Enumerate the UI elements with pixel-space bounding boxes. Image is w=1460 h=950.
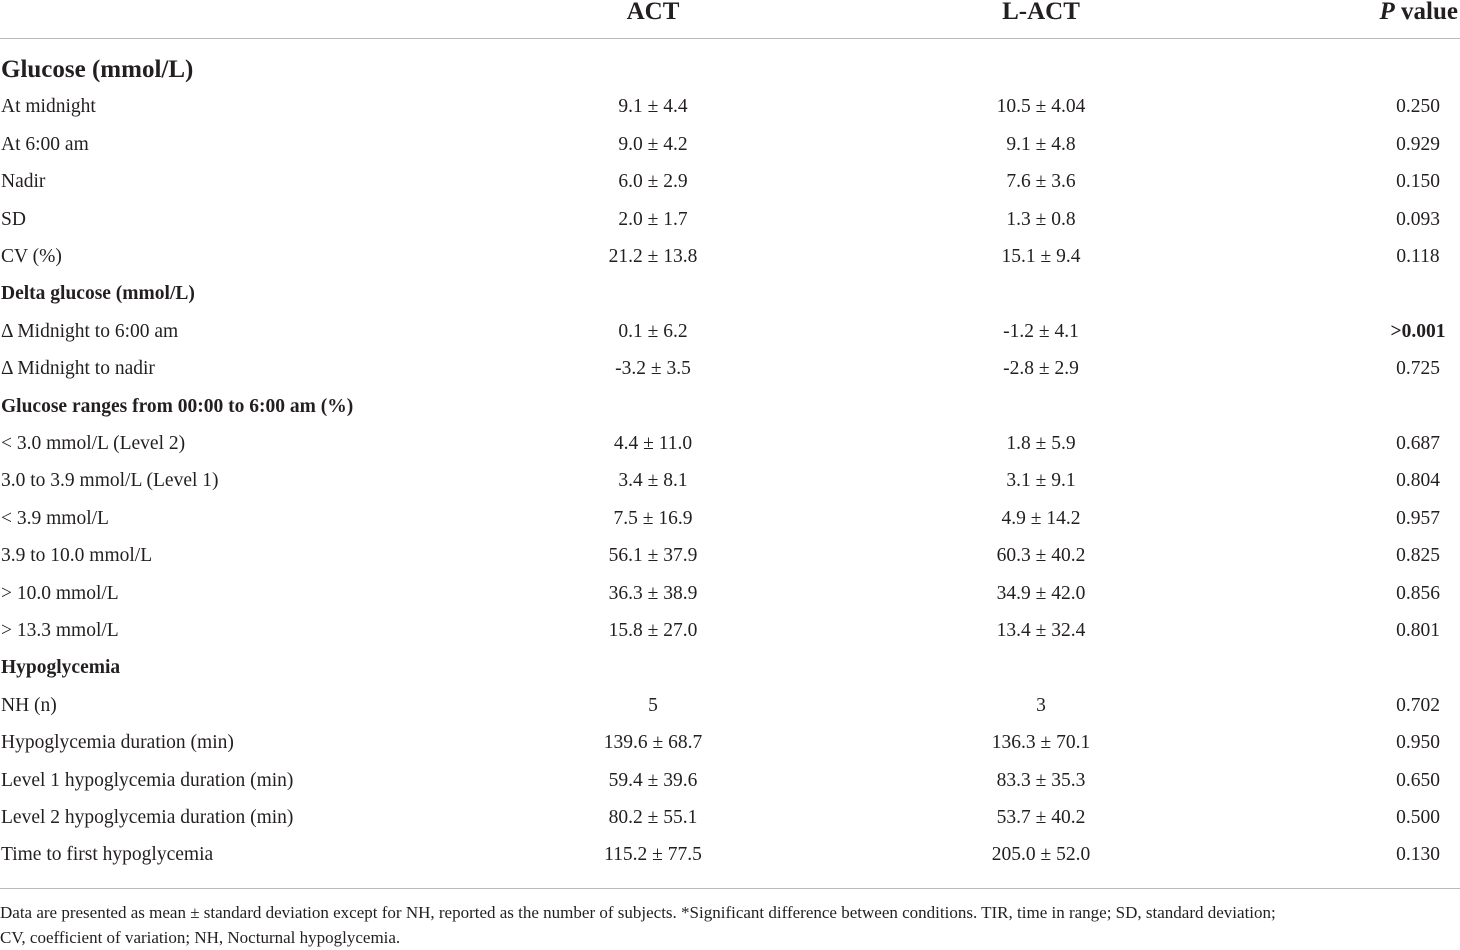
act-value: 139.6 ± 68.7 — [603, 732, 703, 754]
p-value: 0.650 — [1396, 769, 1440, 791]
act-value: 115.2 ± 77.5 — [604, 844, 702, 866]
p-value: 0.950 — [1396, 732, 1440, 754]
act-value: 9.0 ± 4.2 — [618, 133, 688, 155]
column-header-l-act: L-ACT — [1002, 0, 1080, 25]
table-row — [0, 500, 1460, 537]
row-label: Time to first hypoglycemia — [1, 844, 214, 866]
table-row — [0, 836, 1460, 873]
footnote-line-2: CV, coefficient of variation; NH, Nocturnal hypoglycemia. — [0, 928, 401, 947]
section-heading-row — [0, 275, 1460, 312]
table-row — [0, 350, 1460, 387]
act-value: 0.1 ± 6.2 — [618, 320, 688, 342]
footnote-line-1: Data are presented as mean ± standard deviation except for NH, reported as the number of subjects. *Significant difference between conditions. TIR, time in range; SD, standard deviation; — [0, 903, 1276, 922]
table-row — [0, 762, 1460, 799]
p-value: 0.687 — [1396, 433, 1440, 454]
table-row — [0, 163, 1460, 200]
p-value: 0.500 — [1396, 807, 1440, 828]
row-label: 3.9 to 10.0 mmol/L — [1, 545, 153, 567]
row-label: At midnight — [1, 96, 96, 118]
row-label: At 6:00 am — [1, 133, 89, 155]
l-act-value: 60.3 ± 40.2 — [996, 545, 1086, 567]
act-value: 80.2 ± 55.1 — [608, 807, 698, 828]
act-value: -3.2 ± 3.5 — [615, 358, 691, 380]
column-header-act: ACT — [626, 0, 680, 25]
l-act-value: 10.5 ± 4.04 — [996, 96, 1086, 118]
act-value: 21.2 ± 13.8 — [608, 246, 698, 267]
l-act-value: 136.3 ± 70.1 — [991, 732, 1091, 754]
row-label: CV (%) — [1, 246, 62, 267]
table-row — [0, 687, 1460, 724]
p-value: 0.957 — [1396, 507, 1440, 529]
l-act-value: -1.2 ± 4.1 — [1003, 320, 1079, 342]
row-label: NH (n) — [1, 694, 57, 716]
l-act-value: 1.3 ± 0.8 — [1006, 208, 1076, 230]
table-row — [0, 313, 1460, 350]
p-value: 0.856 — [1396, 582, 1440, 604]
act-value: 6.0 ± 2.9 — [618, 171, 688, 193]
table-row — [0, 724, 1460, 761]
p-value: 0.130 — [1396, 844, 1440, 866]
l-act-value: 15.1 ± 9.4 — [1001, 246, 1081, 267]
section-heading: Delta glucose (mmol/L) — [1, 283, 195, 305]
p-value: >0.001 — [1390, 320, 1446, 342]
act-value: 4.4 ± 11.0 — [613, 433, 693, 454]
act-value: 3.4 ± 8.1 — [618, 470, 688, 492]
p-value: 0.929 — [1396, 133, 1440, 155]
row-label: Nadir — [1, 171, 46, 193]
l-act-value: 9.1 ± 4.8 — [1006, 133, 1076, 155]
act-value: 56.1 ± 37.9 — [608, 545, 698, 567]
table-row — [0, 425, 1460, 462]
act-value: 59.4 ± 39.6 — [608, 769, 698, 791]
row-label: < 3.9 mmol/L — [1, 507, 109, 529]
row-label: Hypoglycemia duration (min) — [1, 732, 234, 754]
row-label: > 13.3 mmol/L — [1, 620, 119, 641]
table-row — [0, 462, 1460, 499]
row-label: 3.0 to 3.9 mmol/L (Level 1) — [1, 470, 219, 492]
l-act-value: 7.6 ± 3.6 — [1006, 171, 1076, 193]
section-heading-row — [0, 649, 1460, 686]
p-value: 0.825 — [1396, 545, 1440, 567]
p-value: 0.150 — [1396, 171, 1440, 193]
table-row — [0, 126, 1460, 163]
section-heading-row — [0, 50, 1460, 87]
act-value: 36.3 ± 38.9 — [608, 582, 698, 604]
l-act-value: -2.8 ± 2.9 — [1003, 358, 1079, 380]
row-label: Level 1 hypoglycemia duration (min) — [1, 769, 294, 791]
act-value: 5 — [648, 694, 658, 716]
p-value: 0.118 — [1396, 246, 1440, 267]
act-value: 2.0 ± 1.7 — [618, 208, 688, 230]
row-label: Level 2 hypoglycemia duration (min) — [1, 807, 294, 828]
act-value: 7.5 ± 16.9 — [613, 507, 693, 529]
p-value: 0.250 — [1396, 96, 1440, 118]
table-row — [0, 575, 1460, 612]
table-row — [0, 201, 1460, 238]
section-heading-row — [0, 388, 1460, 425]
row-label: > 10.0 mmol/L — [1, 582, 119, 604]
p-value: 0.093 — [1396, 208, 1440, 230]
p-value: 0.725 — [1396, 358, 1440, 380]
l-act-value: 53.7 ± 40.2 — [996, 807, 1086, 828]
l-act-value: 83.3 ± 35.3 — [996, 769, 1086, 791]
column-header-p-value — [1380, 0, 1458, 28]
l-act-value: 205.0 ± 52.0 — [991, 844, 1091, 866]
table-footnote — [0, 900, 1460, 950]
l-act-value: 3 — [1036, 694, 1046, 716]
section-heading: Glucose ranges from 00:00 to 6:00 am (%) — [1, 395, 354, 417]
l-act-value: 1.8 ± 5.9 — [1006, 433, 1076, 454]
footer-rule — [0, 888, 1460, 889]
p-value: 0.801 — [1396, 620, 1440, 641]
table-row — [0, 799, 1460, 836]
l-act-value: 13.4 ± 32.4 — [996, 620, 1086, 641]
row-label: Δ Midnight to 6:00 am — [1, 320, 179, 342]
row-label: Δ Midnight to nadir — [1, 358, 155, 380]
l-act-value: 34.9 ± 42.0 — [996, 582, 1086, 604]
p-italic: P — [1379, 0, 1395, 25]
table-row — [0, 238, 1460, 275]
l-act-value: 4.9 ± 14.2 — [1001, 507, 1081, 529]
act-value: 9.1 ± 4.4 — [618, 96, 688, 118]
p-value: 0.702 — [1396, 694, 1440, 716]
table-row — [0, 88, 1460, 125]
table-row — [0, 537, 1460, 574]
section-heading: Hypoglycemia — [1, 657, 121, 679]
p-value: 0.804 — [1396, 470, 1440, 492]
header-rule — [0, 38, 1460, 39]
row-label: < 3.0 mmol/L (Level 2) — [1, 433, 186, 454]
p-value-suffix: value — [1394, 0, 1458, 25]
l-act-value: 3.1 ± 9.1 — [1006, 470, 1076, 492]
section-heading: Glucose (mmol/L) — [1, 56, 194, 83]
row-label: SD — [1, 208, 26, 230]
table-row — [0, 612, 1460, 649]
table-header — [0, 0, 1460, 38]
act-value: 15.8 ± 27.0 — [608, 620, 698, 641]
